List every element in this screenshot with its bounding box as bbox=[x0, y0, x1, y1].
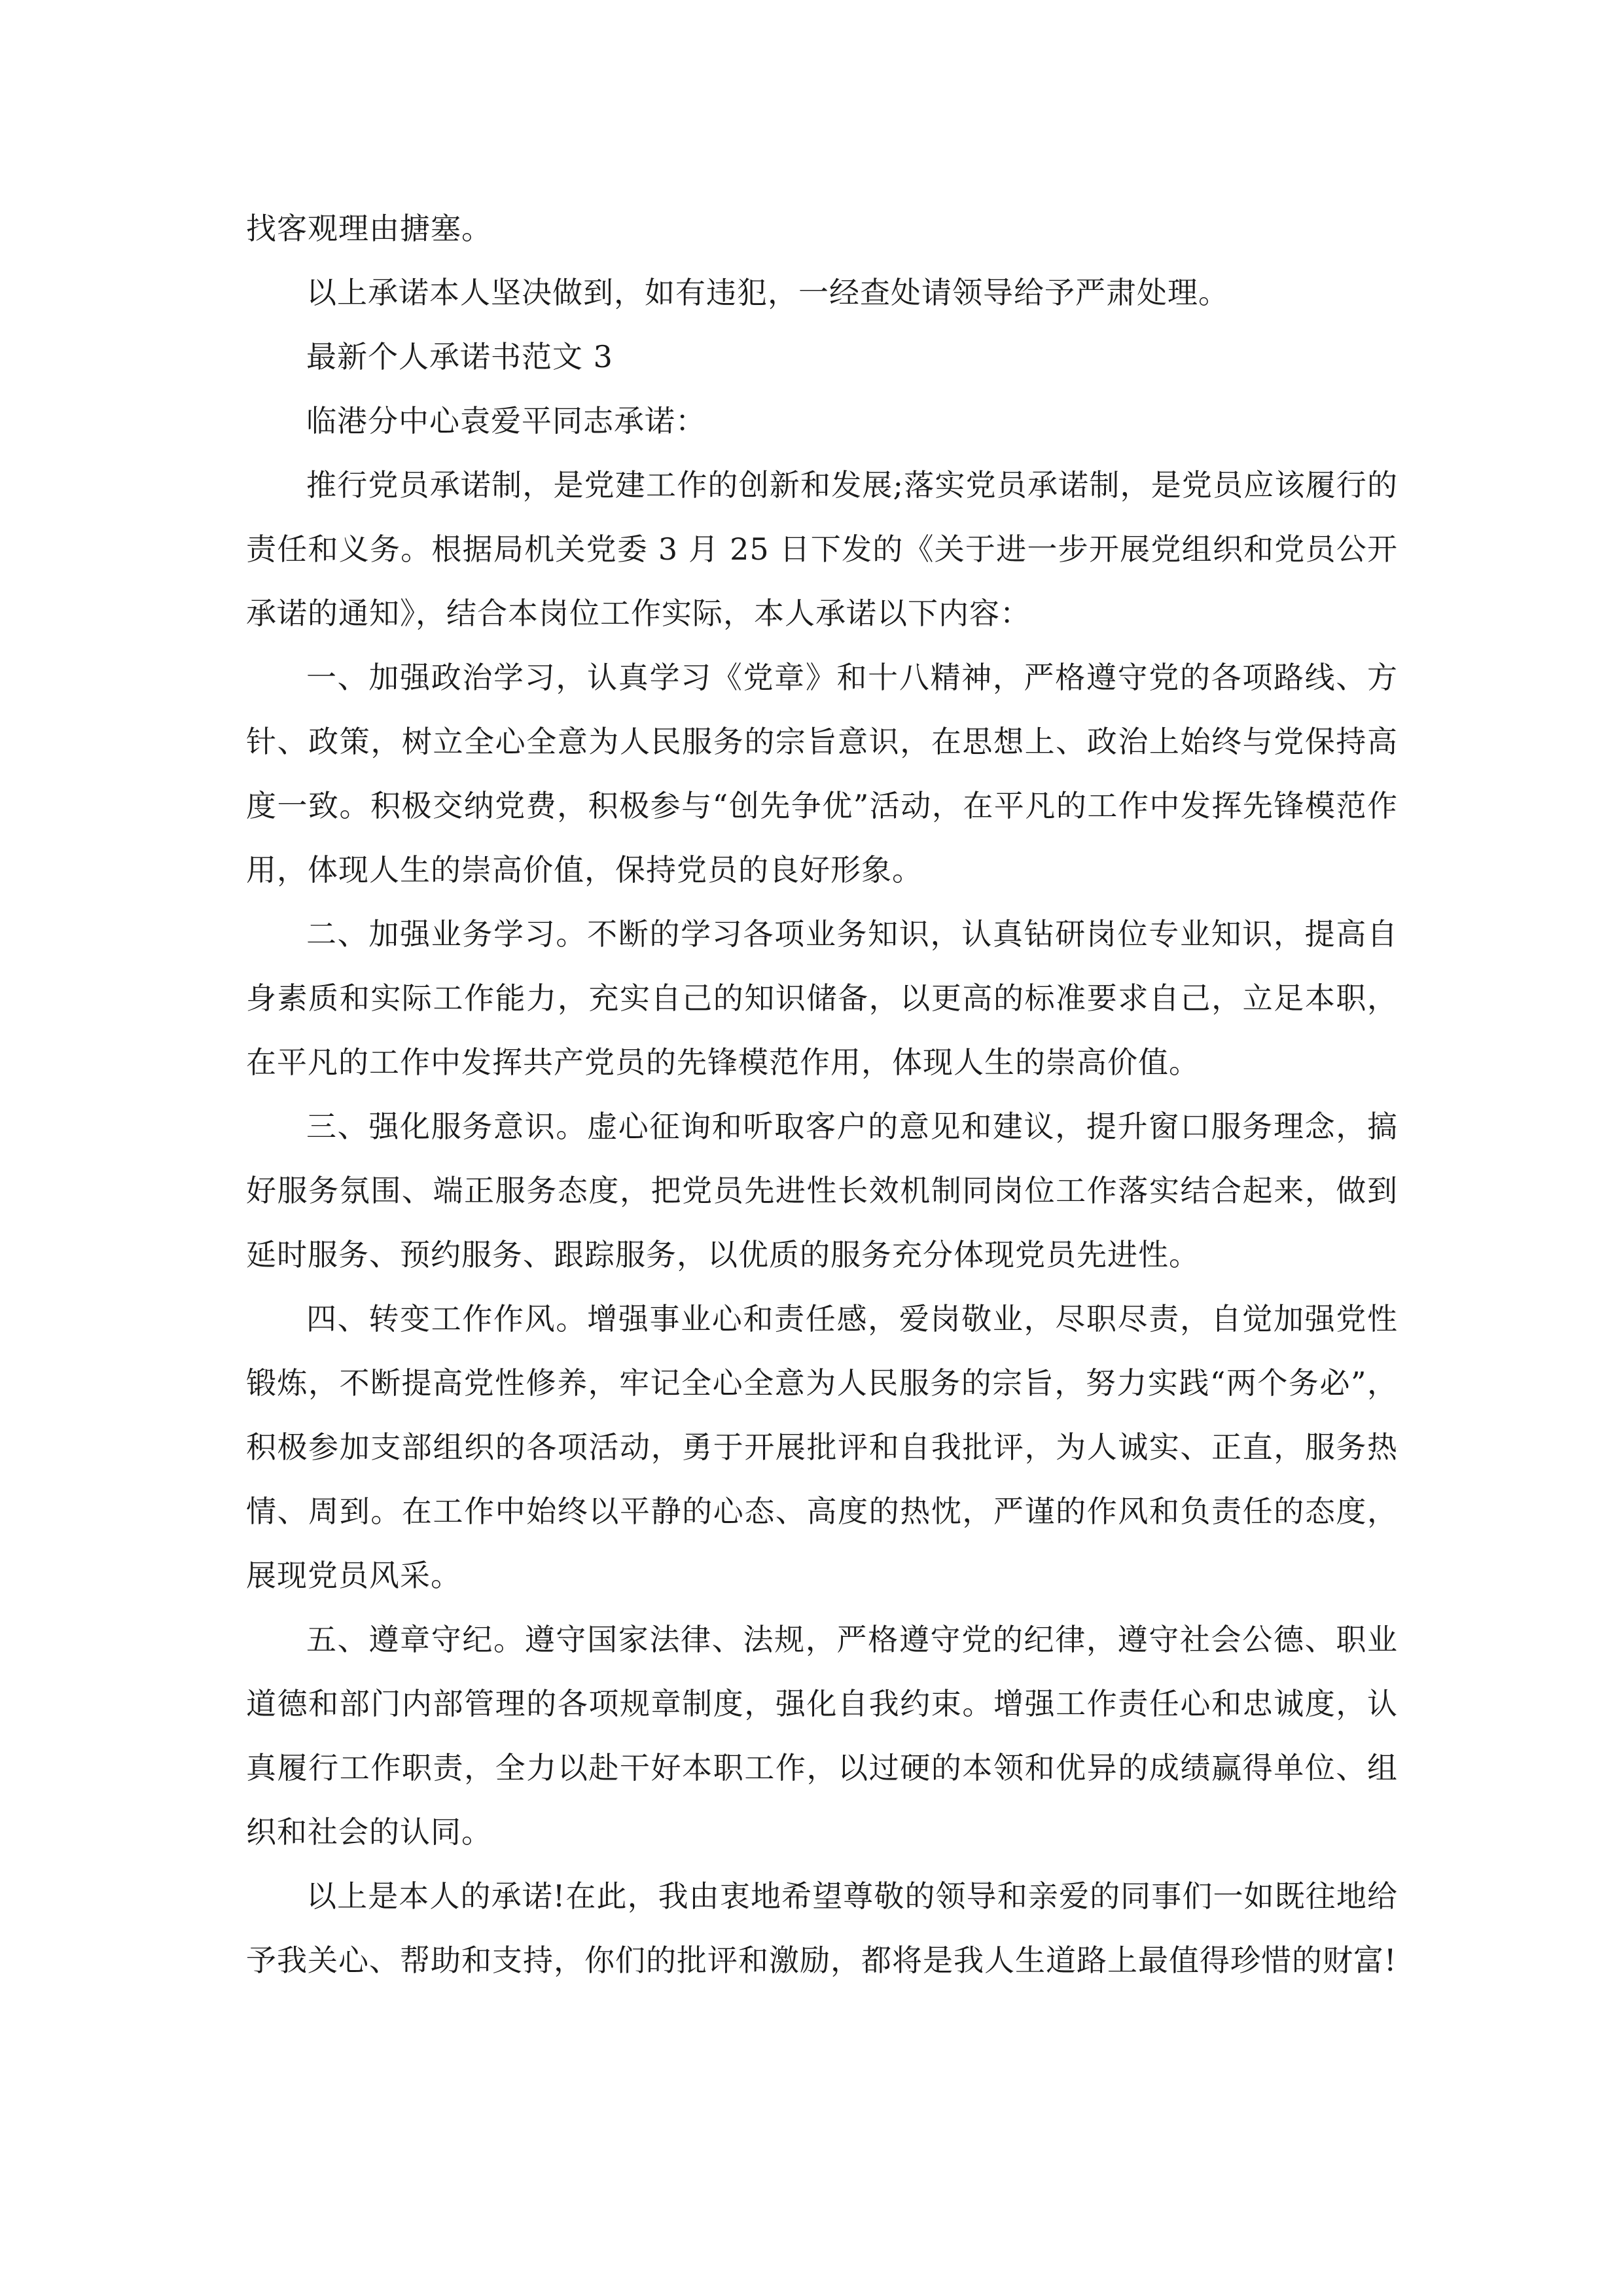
document-body bbox=[246, 196, 1398, 1992]
paragraph-item-4: 四、转变工作作风。增强事业心和责任感，爱岗敬业，尽职尽责，自觉加强党性锻炼，不断提高党性修养，牢记全心全意为人民服务的宗旨，努力实践“两个务必”，积极参加支部组织的各项活动，勇于开展批评和自我批评，为人诚实、正直，服务热情、周到。在工作中始终以平静的心态、高度的热忱，严谨的作风和负责任的态度，展现党员风采。 bbox=[246, 1301, 1398, 1593]
paragraph-item-1: 一、加强政治学习，认真学习《党章》和十八精神，严格遵守党的各项路线、方针、政策，树立全心全意为人民服务的宗旨意识，在思想上、政治上始终与党保持高度一致。积极交纳党费，积极参与“创先争优”活动，在平凡的工作中发挥先锋模范作用，体现人生的崇高价值，保持党员的良好形象。 bbox=[246, 660, 1398, 888]
paragraph-intro: 推行党员承诺制，是党建工作的创新和发展;落实党员承诺制，是党员应该履行的责任和义务。根据局机关党委 3 月 25 日下发的《关于进一步开展党组织和党员公开承诺的通知》，结合本岗位工作实际，本人承诺以下内容： bbox=[246, 467, 1398, 631]
paragraph-item-5: 五、遵章守纪。遵守国家法律、法规，严格遵守党的纪律，遵守社会公德、职业道德和部门内部管理的各项规章制度，强化自我约束。增强工作责任心和忠诚度，认真履行工作职责，全力以赴干好本职工作，以过硬的本领和优异的成绩赢得单位、组织和社会的认同。 bbox=[246, 1622, 1398, 1850]
paragraph-conclusion: 以上是本人的承诺!在此，我由衷地希望尊敬的领导和亲爱的同事们一如既往地给予我关心、帮助和支持，你们的批评和激励，都将是我人生道路上最值得珍惜的财富! bbox=[246, 1878, 1398, 1978]
paragraph-continuation: 找客观理由搪塞。 bbox=[246, 211, 492, 246]
section-heading: 最新个人承诺书范文 3 bbox=[306, 339, 613, 374]
paragraph-item-2: 二、加强业务学习。不断的学习各项业务知识，认真钻研岗位专业知识，提高自身素质和实际工作能力，充实自己的知识储备，以更高的标准要求自己，立足本职，在平凡的工作中发挥共产党员的先锋模范作用，体现人生的崇高价值。 bbox=[246, 916, 1398, 1080]
paragraph-item-3: 三、强化服务意识。虚心征询和听取客户的意见和建议，提升窗口服务理念，搞好服务氛围、端正服务态度，把党员先进性长效机制同岗位工作落实结合起来，做到延时服务、预约服务、跟踪服务，以优质的服务充分体现党员先进性。 bbox=[246, 1109, 1398, 1272]
paragraph-salutation: 临港分中心袁爱平同志承诺： bbox=[306, 403, 706, 439]
paragraph-closing-statement: 以上承诺本人坚决做到，如有违犯，一经查处请领导给予严肃处理。 bbox=[306, 275, 1229, 310]
